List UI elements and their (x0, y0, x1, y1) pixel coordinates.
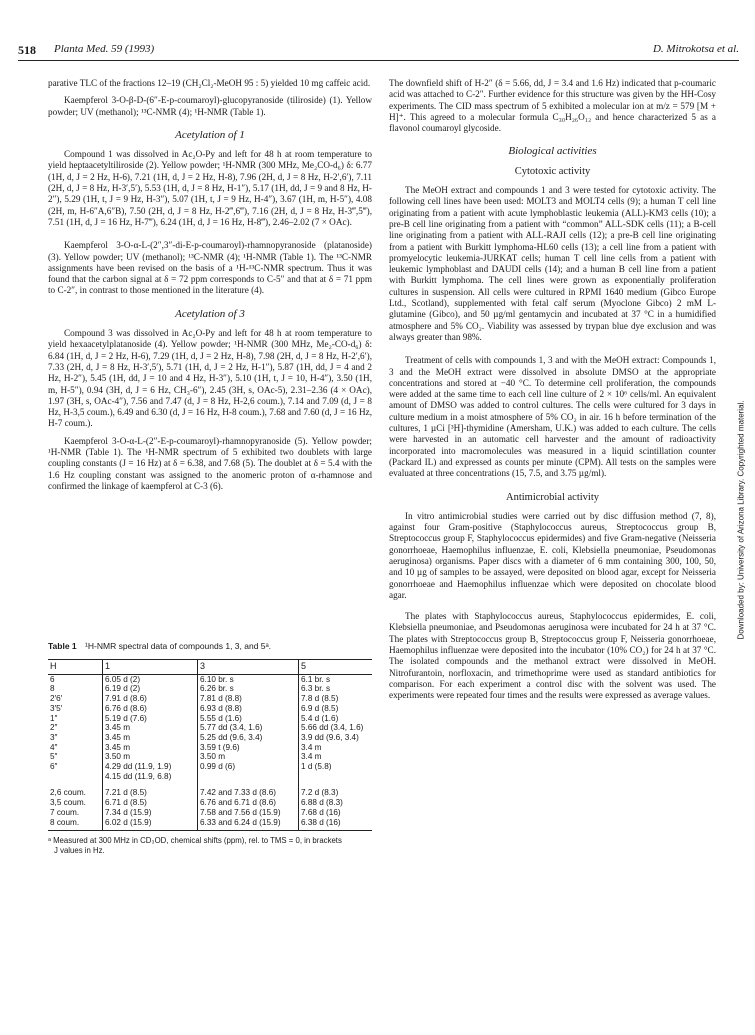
paragraph: Treatment of cells with compounds 1, 3 and with the MeOH extract: Compounds 1, 3 and the MeOH extract were dissolved in absolute DMSO at the appropriate concentrations and stored at −40 °C. To determine cell proliferation, the compounds were added at the same time to each cell line culture of 2 × 10⁶ cells/ml. An equivalent amount of DMSO was added to control cultures. The cells were cultured for 3 days in culture medium in a moist atmosphere of 5% CO₂ in air. 16 h before termination of the cultures, 1 µCi [³H]-thymidine (Amersham, U.K.) was added to each culture. The cells were harvested in an automatic cell harvester and the amount of radioactivity incorporated into macromolecules was measured in a liquid scintillation counter (Packard IL) and expressed as counts per minute (CPM). All tests on the samples were evaluated at three concentrations (15, 7.5, and 3.75 µg/ml). (389, 355, 716, 479)
table-cell: 6.38 d (16) (299, 818, 373, 831)
table-cell: 7 coum. (50, 807, 80, 817)
table-cell: 6.33 and 6.24 d (15.9) (198, 818, 299, 831)
column-header: H (48, 660, 103, 675)
table-row (48, 714, 372, 724)
paragraph: The MeOH extract and compounds 1 and 3 were tested for cytotoxic activity. The following cell lines have been used: MOLT3 and MOLT4 cells (9); a human T cell line originating from a patient with acute lymphoblastic leukemia (ALL)-KM3 cells (10); a pre-B cell line originating from a patient with “common” ALL-SDK cells (11); a B-cell line originating from a patient with ALL-RAJI cells (12); a pre-B cell line originating from a patient with Burkitt lymphoma-HL60 cells (13); a cell line from a patient with promyelocytic leukemia-JURKAT cells; human T cell line cells from a patient with leukemic lymphoblast and DAUDI cells (14); and a human B cell line from a patient with Burkitt lymphoma. The cell lines were grown as exponentially proliferation cultures in suspension. All cells were cultured in RPMI 1640 medium (Gibco Europe Ltd., Scotland), supplemented with fetal calf serum (Myoclone Gibco) 2 mM L-glutamine (Gibco), and 50 µg/ml gentamycin and incubated at 37 °C in a humidified atmosphere and 5% CO₂. Viability was assessed by trypan blue dye exclusion and was always greater than 98%. (389, 185, 716, 342)
table-cell: 3.50 m (103, 752, 198, 762)
header-rule (18, 60, 739, 61)
paragraph: The plates with Staphylococcus aureus, Staphylococcus epidermides, E. coli, Klebsiella pneumoniae, and Pseudomonas aeruginosa were incubated for 24 h at 37 °C. The plates with Streptococcus group B, Streptococcus group F, Neisseria gonorrhoeae, Haemophilus influenzae were deposited into the incubator (10% CO₂) for 24 h at 37 °C. The isolated compounds and the methanol extract were dissolved in MeOH. Nitrofurantoin, norfloxacin, and trimethoprime were used as standard antibiotics for comparison. For each experiment a control disc with the solvent was used. The experiments were repeated four times and the results were expressed as average values. (389, 611, 716, 701)
table-cell: 6.05 d (2) (103, 674, 198, 684)
table-cell: 3.4 m (299, 743, 373, 753)
table-cell (198, 772, 299, 782)
table-row (48, 772, 372, 782)
table-cell: 3.4 m (299, 752, 373, 762)
table-cell: 5.77 dd (3.4, 1.6) (198, 723, 299, 733)
paragraph: Compound 3 was dissolved in Ac₂O-Py and left for 48 h at room temperature to yield hexaacetylplatanoside (4). Yellow powder; ¹H-NMR (300 MHz, Me₂-CO-d₆) δ: 6.84 (1H, d, J = 2 Hz, H-6), 7.29 (1H, d, J = 2 Hz, H-8), 7.98 (2H, d, J = 8 Hz, H-2′,6′), 7.33 (2H, d, J = 8 Hz, H-3′,5′), 5.71 (1H, d, J = 2 Hz, H-1″), 5.87 (1H, dd, J = 4 and 2 Hz, H-2″), 5.45 (1H, dd, J = 10 and 4 Hz, H-3″), 5.10 (1H, t, J = 10, H-4″), 3.50 (1H, m, H-5″), 0.94 (3H, d, J = 6 Hz, CH₃-6″), 2.45 (3H, s, OAc-5), 2.31–2.36 (4 × OAc), 1.97 (3H, s, OAc-4″), 7.56 and 7.47 (d, J = 8 Hz, H-2,6 coum.), 7.14 and 7.09 (d, J = 8 Hz, H-3,5 coum.), 6.49 and 6.30 (d, J = 16 Hz, H-8 coum.), 7.68 and 7.60 (d, J = 16 Hz, H-7 coum.). (48, 328, 372, 429)
table-cell: 7.81 d (8.8) (198, 694, 299, 704)
table-cell: 6.9 d (8.5) (299, 704, 373, 714)
table-cell (299, 781, 373, 788)
table-row (48, 723, 372, 733)
table-cell: 1 d (5.8) (299, 762, 373, 772)
table-row (48, 818, 372, 831)
table-cell: 6.1 br. s (299, 674, 373, 684)
table-cell: 4.15 dd (11.9, 6.8) (103, 772, 198, 782)
table-cell: 7.68 d (16) (299, 808, 373, 818)
table-cell: 6.88 d (8.3) (299, 798, 373, 808)
table-cell: 5.66 dd (3.4, 1.6) (299, 723, 373, 733)
paragraph: Compound 1 was dissolved in Ac₂O-Py and left for 48 h at room temperature to yield heptaacetyltiliroside (2). Yellow powder; ¹H-NMR (300 MHz, Me₂CO-d₆) δ: 6.77 (1H, d, J = 2 Hz, H-6), 7.21 (1H, d, J = 2 Hz, H-8), 7.96 (2H, d, J = 8 Hz, H-2′,6′), 7.11 (2H, d, J = 8 Hz, H-3′,5′), 5.53 (1H, d, J = 8 Hz, H-1″), 5.17 (1H, dd, J = 9 and 8 Hz, H-2″), 5.29 (1H, t, J = 9 Hz, H-3″), 5.07 (1H, t, J = 9 Hz, H-4″), 3.67 (1H, m, H-5″), 4.08 (2H, m, H-6″A,6″B), 7.50 (2H, d, J = 8 Hz, H-2‴,6‴), 7.16 (2H, d, J = 8 Hz, H-3‴,5‴), 7.51 (1H, d, J = 16 Hz, H-7‴), 6.24 (1H, d, J = 16 Hz, H-8‴), 2.46–2.02 (7 × OAc). (48, 149, 372, 227)
table-cell: 3.45 m (103, 743, 198, 753)
table-cell: 6″ (50, 762, 58, 772)
table-cell: 5″ (50, 752, 58, 762)
table-cell: 2′6′ (50, 694, 63, 704)
table-cell (299, 772, 373, 782)
table-cell: 3.50 m (198, 752, 299, 762)
table-cell: 4″ (50, 742, 58, 752)
table-cell: 6.3 br. s (299, 684, 373, 694)
table-cell (198, 781, 299, 788)
table-cell: 5.19 d (7.6) (103, 714, 198, 724)
table-label: Table 1 (48, 641, 77, 651)
table-cell: 7.2 d (8.3) (299, 788, 373, 798)
table-cell: 2″ (50, 723, 58, 733)
table-cell: 3.9 dd (9.6, 3.4) (299, 733, 373, 743)
table-cell: 6 (50, 674, 55, 684)
table-body (48, 674, 372, 831)
table-row (48, 704, 372, 714)
nmr-table-block (48, 641, 372, 855)
right-column (389, 78, 716, 708)
table-cell: 3.45 m (103, 723, 198, 733)
table-cell: 7.91 d (8.6) (103, 694, 198, 704)
table-cell: 6.71 d (8.5) (103, 798, 198, 808)
download-notice-text: Downloaded by: University of Arizona Library. Copyrighted material. (736, 400, 746, 640)
column-header: 3 (198, 660, 299, 675)
table-row (48, 788, 372, 798)
page-number: 518 (18, 43, 36, 57)
table-cell: 5.25 dd (9.6, 3.4) (198, 733, 299, 743)
table-cell: 6.10 br. s (198, 674, 299, 684)
table-cell (48, 781, 103, 788)
table-cell: 3″ (50, 732, 58, 742)
table-row (48, 694, 372, 704)
table-cell: 3,5 coum. (50, 798, 86, 808)
table-cell (48, 772, 103, 782)
section-heading: Acetylation of 3 (175, 307, 245, 320)
table-row (48, 674, 372, 684)
paragraph: Kaempferol 3-O-α-L-(2″,3″-di-E-p-coumaroyl)-rhamnopyranoside (platanoside) (3). Yellow powder; UV (methanol); ¹³C-NMR (4); ¹H-NMR (Table 1). The ¹³C-NMR assignments have been revised on the basis of a ¹H-¹³C-NMR spectrum. Thus it was found that the carbon signal at δ = 72 ppm corresponds to C-5″ and that at δ = 71 ppm to C-2″, in contrast to those mentioned in the literature (4). (48, 240, 372, 296)
footnote-line: ᵃ Measured at 300 MHz in CD₃OD, chemical shifts (ppm), rel. to TMS = 0, in brackets (48, 836, 342, 846)
section-heading: Biological activities (508, 145, 597, 158)
table-cell (103, 781, 198, 788)
paragraph: Kaempferol 3-O-α-L-(2″-E-p-coumaroyl)-rhamnopyranoside (5). Yellow powder; ¹H-NMR (Table 1). The ¹H-NMR spectrum of 5 exhibited two doublets with large coupling constants (J = 16 Hz) at δ = 6.38, and 7.68 (5). The doublet at δ = 5.4 with the 1.6 Hz coupling constant was assigned to the anomeric proton of α-rhamnose and confirmed the linkage of kaempferol at C-3 (6). (48, 435, 372, 491)
nmr-table (48, 659, 372, 831)
subsection-heading: Cytotoxic activity (514, 165, 591, 177)
column-header: 1 (103, 660, 198, 675)
table-cell: 7.42 and 7.33 d (8.6) (198, 788, 299, 798)
table-cell: 6.02 d (15.9) (103, 818, 198, 831)
paragraph: In vitro antimicrobial studies were carried out by disc diffusion method (7, 8), against four Gram-positive (Staphylococcus aureus, Streptococcus group B, Streptococcus group F, Staphylococcus epidermides) and five Gram-negative (Neisseria gonorrhoeae, Haemophilus influenzae, E. coli, Klebsiella pneumoniae, Pseudomonas aeruginosa) organisms. Paper discs with a diameter of 6 mm containing 300, 100, 50, and 10 µg of samples to be assayed, were deposited on blood agar, except for Neisseria gonorrhoeae and Haemophilus influenzae which were deposited on chocolate blood agar. (389, 510, 716, 600)
column-header: 5 (299, 660, 373, 675)
table-cell: 7.21 d (8.5) (103, 788, 198, 798)
table-row (48, 808, 372, 818)
page-header (18, 41, 739, 63)
table-cell: 7.58 and 7.56 d (15.9) (198, 808, 299, 818)
table-cell: 6.93 d (8.8) (198, 704, 299, 714)
journal-citation: Planta Med. 59 (1993) (54, 43, 155, 55)
table-cell: 0.99 d (6) (198, 762, 299, 772)
table-cell: 3.45 m (103, 733, 198, 743)
table-cell: 7.8 d (8.5) (299, 694, 373, 704)
paragraph: The downfield shift of H-2″ (δ = 5.66, dd, J = 3.4 and 1.6 Hz) indicated that p-coumaric acid was attached to C-2″. Further evidence for this structure was given by the HH-Cosy experiments. The CID mass spectrum of 5 exhibited a molecular ion at m/z = 579 [M + H]⁺. This agreed to a molecular formula C₃₀H₂₆O₁₂ and hence characterized 5 as a flavonol coumaroyl glycoside. (389, 78, 716, 134)
table-cell: 5.55 d (1.6) (198, 714, 299, 724)
running-author: D. Mitrokotsa et al. (652, 43, 739, 55)
table-header-row (48, 660, 372, 675)
table-row (48, 798, 372, 808)
table-cell: 3′5′ (50, 703, 63, 713)
table-row (48, 684, 372, 694)
footnote-line: J values in Hz. (54, 845, 105, 855)
paragraph: parative TLC of the fractions 12–19 (CH₂Cl₂-MeOH 95 : 5) yielded 10 mg caffeic acid. (48, 78, 371, 88)
table-cell: 8 coum. (48, 818, 103, 831)
table-cell: 4.29 dd (11.9, 1.9) (103, 762, 198, 772)
table-cell: 5.4 d (1.6) (299, 714, 373, 724)
table-cell: 1″ (50, 713, 58, 723)
download-notice (735, 360, 747, 680)
table-cell: 2,6 coum. (50, 788, 86, 798)
table-caption-text: ¹H-NMR spectral data of compounds 1, 3, and 5ᵃ. (85, 641, 272, 651)
subsection-heading: Antimicrobial activity (505, 491, 600, 503)
table-cell: 7.34 d (15.9) (103, 808, 198, 818)
table-cell: 8 (50, 684, 55, 694)
table-cell: 6.19 d (2) (103, 684, 198, 694)
table-row (48, 733, 372, 743)
section-heading: Acetylation of 1 (175, 128, 245, 141)
table-cell: 6.76 d (8.6) (103, 704, 198, 714)
table-cell: 6.76 and 6.71 d (8.6) (198, 798, 299, 808)
left-column (48, 78, 372, 498)
table-row (48, 743, 372, 753)
table-spacer-row (48, 781, 372, 788)
table-row (48, 762, 372, 772)
table-caption (48, 641, 372, 651)
table-row (48, 752, 372, 762)
table-cell: 3.59 t (9.6) (198, 743, 299, 753)
paragraph: Kaempferol 3-O-β-D-(6″-E-p-coumaroyl)-glucopyranoside (tiliroside) (1). Yellow powder; UV (methanol); ¹³C-NMR (4); ¹H-NMR (Table 1). (48, 95, 372, 117)
table-footnote (48, 836, 372, 855)
table-cell: 6.26 br. s (198, 684, 299, 694)
